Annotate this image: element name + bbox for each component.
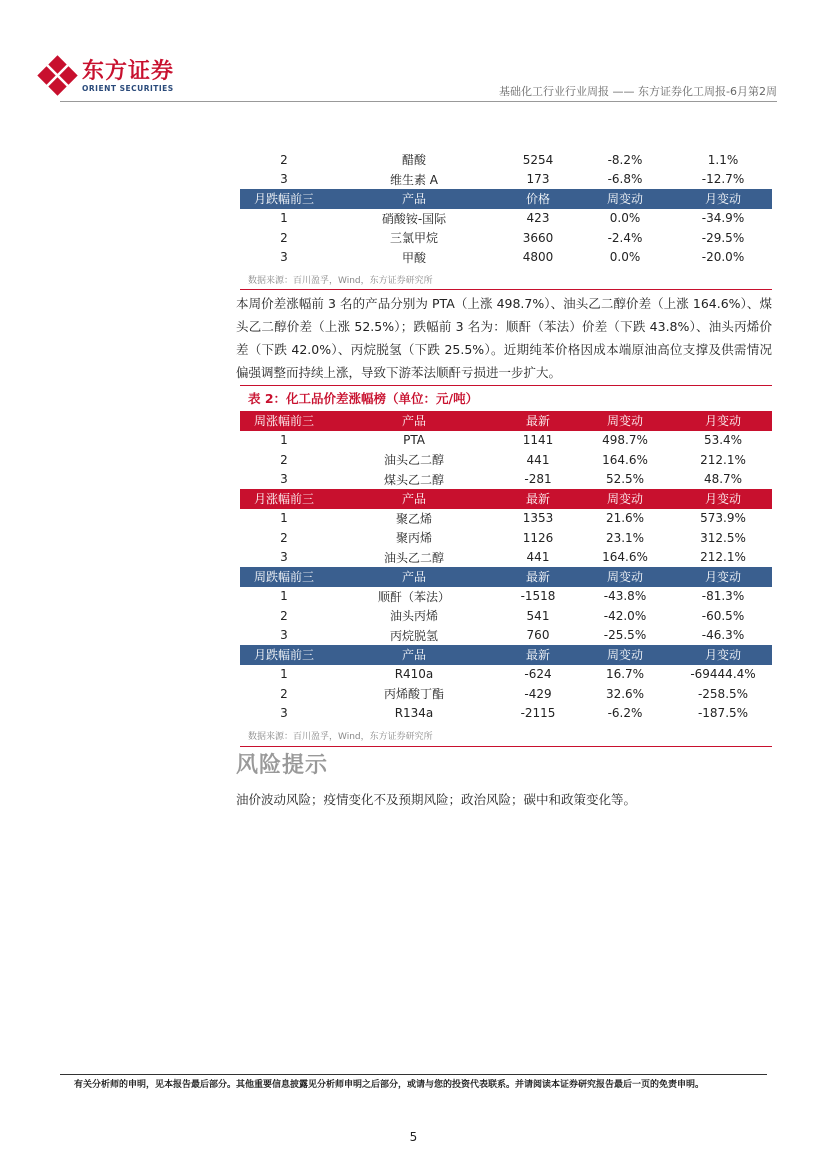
table-row bbox=[240, 587, 772, 607]
weekly-change-cell: 498.7% bbox=[602, 433, 648, 448]
product-cell: 丙烯酸丁酯 bbox=[383, 687, 444, 702]
header-divider bbox=[60, 101, 777, 102]
risk-section-title: 风险提示 bbox=[236, 753, 329, 778]
table-section-header bbox=[240, 411, 772, 431]
product-cell: 聚丙烯 bbox=[395, 531, 432, 546]
value-cell: 423 bbox=[526, 211, 550, 226]
product-cell: R410a bbox=[394, 667, 434, 682]
logo-chinese-name: 东方证券 bbox=[82, 58, 175, 84]
value-cell: -1518 bbox=[520, 589, 556, 604]
table-2-source: 数据来源：百川盈孚，Wind，东方证券研究所 bbox=[248, 732, 433, 742]
footer-divider bbox=[60, 1074, 767, 1075]
header-cell: 月跌幅前三 bbox=[253, 192, 314, 207]
product-cell: 油头丙烯 bbox=[389, 609, 438, 624]
table-section-header bbox=[240, 489, 772, 509]
weekly-change-cell: 21.6% bbox=[605, 511, 645, 526]
product-cell: 顺酐（苯法） bbox=[377, 589, 450, 604]
table-row bbox=[240, 228, 772, 248]
monthly-change-cell: -258.5% bbox=[697, 686, 749, 701]
value-cell: 1141 bbox=[522, 433, 554, 448]
table-row bbox=[240, 509, 772, 529]
monthly-change-cell: 573.9% bbox=[700, 511, 746, 526]
weekly-change-cell: -43.8% bbox=[603, 589, 647, 604]
rank-cell: 2 bbox=[280, 230, 288, 245]
header-cell: 月跌幅前三 bbox=[253, 648, 314, 663]
header-cell: 月变动 bbox=[704, 648, 741, 663]
table-2 bbox=[240, 411, 772, 723]
monthly-change-cell: 212.1% bbox=[700, 550, 746, 565]
header-cell: 周跌幅前三 bbox=[253, 570, 314, 585]
value-cell: 1353 bbox=[522, 511, 554, 526]
value-cell: -624 bbox=[524, 667, 552, 682]
header-cell: 产品 bbox=[401, 492, 426, 507]
monthly-change-cell: -34.9% bbox=[701, 211, 745, 226]
product-cell: 油头乙二醇 bbox=[383, 453, 444, 468]
table-row bbox=[240, 684, 772, 704]
rank-cell: 3 bbox=[280, 550, 288, 565]
value-cell: 173 bbox=[526, 172, 550, 187]
header-cell: 周涨幅前三 bbox=[253, 414, 314, 429]
product-cell: 油头乙二醇 bbox=[383, 550, 444, 565]
rank-cell: 3 bbox=[280, 628, 288, 643]
monthly-change-cell: -81.3% bbox=[701, 589, 745, 604]
header-cell: 最新 bbox=[525, 570, 550, 585]
table-row bbox=[240, 606, 772, 626]
header-cell: 周变动 bbox=[606, 570, 643, 585]
monthly-change-cell: -46.3% bbox=[701, 628, 745, 643]
product-cell: 维生素 A bbox=[389, 172, 439, 187]
table-1-source: 数据来源：百川盈孚，Wind，东方证券研究所 bbox=[248, 276, 433, 286]
value-cell: 441 bbox=[526, 550, 550, 565]
monthly-change-cell: -12.7% bbox=[701, 172, 745, 187]
value-cell: 1126 bbox=[522, 530, 554, 545]
weekly-change-cell: 164.6% bbox=[602, 452, 648, 467]
product-cell: 甲酸 bbox=[401, 250, 426, 265]
header-cell: 周变动 bbox=[606, 492, 643, 507]
monthly-change-cell: 312.5% bbox=[700, 530, 746, 545]
rank-cell: 2 bbox=[280, 686, 288, 701]
table-row bbox=[240, 665, 772, 685]
weekly-change-cell: 16.7% bbox=[605, 667, 645, 682]
header-cell: 月涨幅前三 bbox=[253, 492, 314, 507]
table-row bbox=[240, 450, 772, 470]
table-section-header bbox=[240, 189, 772, 209]
monthly-change-cell: 53.4% bbox=[703, 433, 743, 448]
risk-text: 油价波动风险；疫情变化不及预期风险；政治风险；碳中和政策变化等。 bbox=[236, 792, 637, 807]
header-cell: 价格 bbox=[525, 192, 550, 207]
rank-cell: 2 bbox=[280, 452, 288, 467]
value-cell: 760 bbox=[526, 628, 550, 643]
header-cell: 最新 bbox=[525, 414, 550, 429]
value-cell: -281 bbox=[524, 472, 552, 487]
footer-disclaimer: 有关分析师的申明，见本报告最后部分。其他重要信息披露见分析师申明之后部分，或请与您的投资代表联系。并请阅读本证券研究报告最后一页的免责申明。 bbox=[74, 1080, 705, 1090]
value-cell: 3660 bbox=[522, 230, 554, 245]
rank-cell: 1 bbox=[280, 667, 288, 682]
weekly-change-cell: -2.4% bbox=[607, 230, 643, 245]
value-cell: 541 bbox=[526, 608, 550, 623]
header-cell: 最新 bbox=[525, 648, 550, 663]
monthly-change-cell: -29.5% bbox=[701, 230, 745, 245]
value-cell: 5254 bbox=[522, 152, 554, 167]
monthly-change-cell: -69444.4% bbox=[690, 667, 756, 682]
header-cell: 产品 bbox=[401, 414, 426, 429]
weekly-change-cell: 32.6% bbox=[605, 686, 645, 701]
rank-cell: 1 bbox=[280, 433, 288, 448]
product-cell: PTA bbox=[403, 433, 425, 448]
rank-cell: 1 bbox=[280, 589, 288, 604]
rank-cell: 1 bbox=[280, 511, 288, 526]
header-cell: 周变动 bbox=[606, 648, 643, 663]
value-cell: -429 bbox=[524, 686, 552, 701]
value-cell: 4800 bbox=[522, 250, 554, 265]
weekly-change-cell: -8.2% bbox=[607, 152, 643, 167]
rank-cell: 3 bbox=[280, 250, 288, 265]
product-cell: 煤头乙二醇 bbox=[383, 472, 444, 487]
weekly-change-cell: 164.6% bbox=[602, 550, 648, 565]
table-1-bottom-rule bbox=[240, 289, 772, 290]
monthly-change-cell: 212.1% bbox=[700, 452, 746, 467]
rank-cell: 2 bbox=[280, 608, 288, 623]
header-cell: 产品 bbox=[401, 648, 426, 663]
report-header-title: 基础化工行业行业周报 —— 东方证券化工周报-6月第2周 bbox=[499, 85, 777, 98]
table-2-caption: 表 2：化工品价差涨幅榜（单位：元/吨） bbox=[248, 391, 479, 406]
rank-cell: 2 bbox=[280, 530, 288, 545]
product-cell: 硝酸铵-国际 bbox=[381, 211, 447, 226]
header-cell: 月变动 bbox=[704, 192, 741, 207]
monthly-change-cell: -60.5% bbox=[701, 608, 745, 623]
header-cell: 月变动 bbox=[704, 570, 741, 585]
table-row bbox=[240, 548, 772, 568]
product-cell: R134a bbox=[394, 706, 434, 721]
table-section-header bbox=[240, 567, 772, 587]
page-number: 5 bbox=[409, 1130, 418, 1144]
table-row bbox=[240, 470, 772, 490]
product-cell: 丙烷脱氢 bbox=[389, 628, 438, 643]
value-cell: 441 bbox=[526, 452, 550, 467]
logo-english-name: ORIENT SECURITIES bbox=[82, 83, 174, 93]
header-cell: 周变动 bbox=[606, 414, 643, 429]
header-cell: 月变动 bbox=[704, 492, 741, 507]
header-cell: 产品 bbox=[401, 570, 426, 585]
table-2-top-rule bbox=[240, 385, 772, 386]
weekly-change-cell: 23.1% bbox=[605, 530, 645, 545]
header-cell: 最新 bbox=[525, 492, 550, 507]
logo-mark-icon bbox=[40, 58, 76, 94]
table-row bbox=[240, 248, 772, 268]
weekly-change-cell: 0.0% bbox=[609, 211, 641, 226]
value-cell: -2115 bbox=[520, 706, 556, 721]
monthly-change-cell: -20.0% bbox=[701, 250, 745, 265]
table-section-header bbox=[240, 645, 772, 665]
table-row bbox=[240, 704, 772, 724]
weekly-change-cell: -6.8% bbox=[607, 172, 643, 187]
table-1-continuation bbox=[240, 150, 772, 267]
weekly-change-cell: -25.5% bbox=[603, 628, 647, 643]
table-row bbox=[240, 170, 772, 190]
table-row bbox=[240, 431, 772, 451]
weekly-change-cell: 0.0% bbox=[609, 250, 641, 265]
product-cell: 三氯甲烷 bbox=[389, 231, 438, 246]
weekly-change-cell: 52.5% bbox=[605, 472, 645, 487]
spread-summary-paragraph: 本周价差涨幅前 3 名的产品分别为 PTA（上涨 498.7%）、油头乙二醇价差（上涨 164.6%）、煤头乙二醇价差（上涨 52.5%）；跌幅前 3 名为：顺酐（苯法）价差（下跌 43.8%）、油头丙烯价差（下跌 42.0%）、丙烷脱氢（下跌 25.5%）。近期纯苯价格因成本端原油高位支撑及供需情况偏强调整而持续上涨，导致下游苯法顺酐亏损进一步扩大。 bbox=[236, 296, 772, 380]
header-cell: 周变动 bbox=[606, 192, 643, 207]
company-logo bbox=[40, 58, 174, 94]
monthly-change-cell: 1.1% bbox=[707, 152, 739, 167]
monthly-change-cell: 48.7% bbox=[703, 472, 743, 487]
rank-cell: 3 bbox=[280, 472, 288, 487]
product-cell: 聚乙烯 bbox=[395, 511, 432, 526]
table-row bbox=[240, 150, 772, 170]
header-cell: 月变动 bbox=[704, 414, 741, 429]
weekly-change-cell: -6.2% bbox=[607, 706, 643, 721]
table-row bbox=[240, 626, 772, 646]
monthly-change-cell: -187.5% bbox=[697, 706, 749, 721]
product-cell: 醋酸 bbox=[401, 153, 426, 168]
weekly-change-cell: -42.0% bbox=[603, 608, 647, 623]
table-2-bottom-rule bbox=[240, 746, 772, 747]
rank-cell: 3 bbox=[280, 706, 288, 721]
rank-cell: 1 bbox=[280, 211, 288, 226]
table-row bbox=[240, 209, 772, 229]
rank-cell: 3 bbox=[280, 172, 288, 187]
header-cell: 产品 bbox=[401, 192, 426, 207]
rank-cell: 2 bbox=[280, 152, 288, 167]
table-row bbox=[240, 528, 772, 548]
